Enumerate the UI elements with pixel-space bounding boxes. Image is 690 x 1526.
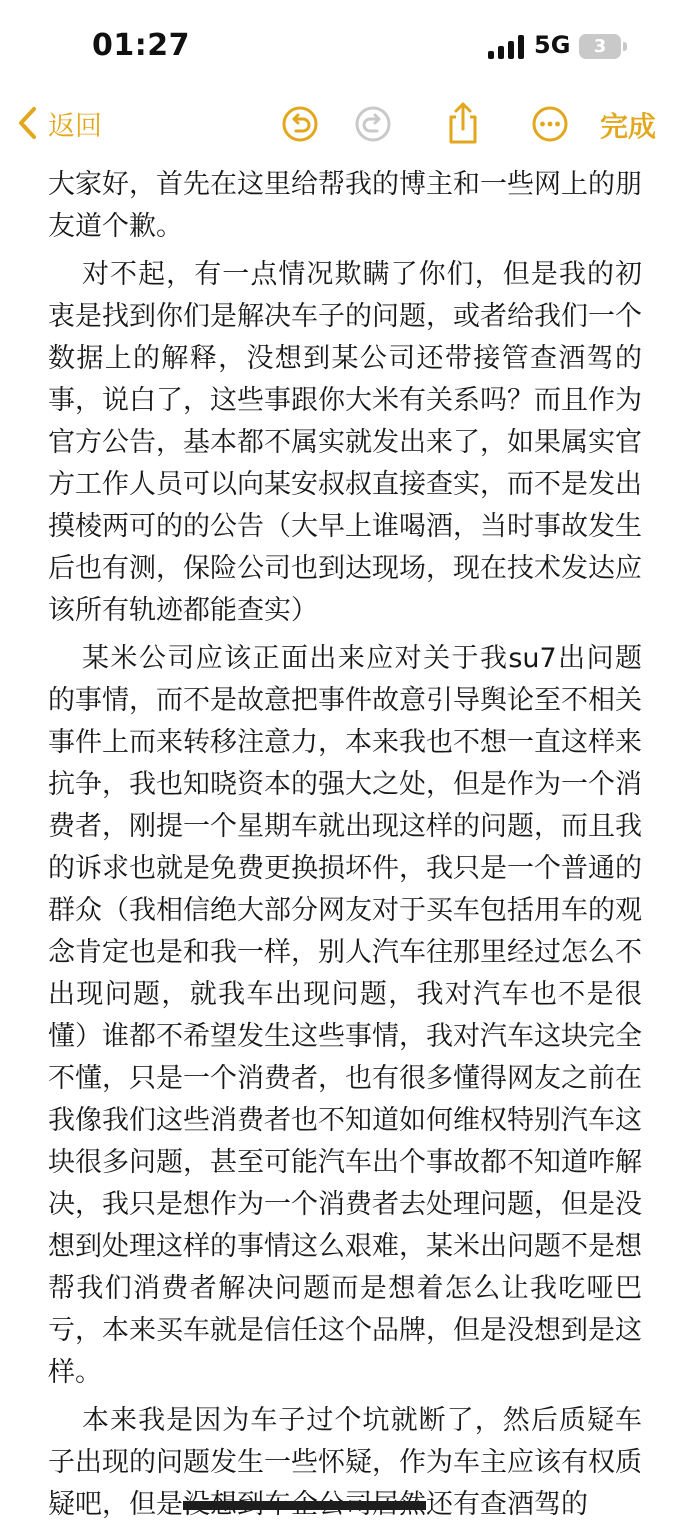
network-type: 5G bbox=[534, 31, 571, 59]
done-button[interactable]: 完成 bbox=[599, 110, 656, 143]
redo-icon[interactable] bbox=[353, 104, 393, 144]
back-label: 返回 bbox=[48, 110, 102, 142]
notes-toolbar bbox=[0, 92, 690, 158]
back-button[interactable] bbox=[18, 102, 102, 144]
status-bar bbox=[0, 0, 690, 92]
more-icon[interactable] bbox=[530, 104, 570, 144]
note-paragraph-4-end: 还有查酒驾的 bbox=[426, 1489, 588, 1520]
note-paragraph-2: 对不起，有一点情况欺瞒了你们，但是我的初衷是找到你们是解决车子的问题，或者给我们一个数据上的解释，没想到某公司还带接管查酒驾的事，说白了，这些事跟你大米有关系吗？而且作为官方公告，基本都不属实就发出来了，如果属实官方工作人员可以向某安叔叔直接查实，而不是发出摸棱两可的的公告（大早上谁喝酒，当时事故发生后也有测，保险公司也到达现场，现在技术发达应该所有轨迹都能查实） bbox=[48, 259, 642, 626]
note-paragraph-1: 大家好，首先在这里给帮我的博主和一些网上的朋友道个歉。 bbox=[48, 169, 642, 242]
cellular-signal-icon bbox=[488, 35, 526, 59]
chevron-left-icon bbox=[18, 107, 36, 139]
undo-icon[interactable] bbox=[280, 104, 320, 144]
note-paragraph-3: 某米公司应该正面出来应对关于我su7出问题的事情，而不是故意把事件故意引导舆论至不相关事件上而来转移注意力，本来我也不想一直这样来抗争，我也知晓资本的强大之处，但是作为一个消费者，刚提一个星期车就出现这样的问题，而且我的诉求也就是免费更换损坏件，我只是一个普通的群众（我相信绝大部分网友对于买车包括用车的观念肯定也是和我一样，别人汽车往那里经过怎么不出现问题，就我车出现问题，我对汽车也不是很懂）谁都不希望发生这些事情，我对汽车这块完全不懂，只是一个消费者，也有很多懂得网友之前在我像我们这些消费者也不知道如何维权特别汽车这块很多问题，甚至可能汽车出个事故都不知道咋解决，我只是想作为一个消费者去处理问题，但是没想到处理这样的事情这么艰难，某米出问题不是想帮我们消费者解决问题而是想着怎么让我吃哑巴亏，本来买车就是信任这个品牌，但是没想到是这样。 bbox=[48, 643, 642, 1388]
note-paragraph-4-start: 本来我是因为车子过个坑就断了，然后质疑车子出现的问题发生一些怀疑，作为车主应该有权质疑吧，但是 bbox=[48, 1405, 642, 1520]
note-paragraph-4 bbox=[0, 1400, 690, 1526]
battery-cap bbox=[623, 42, 627, 51]
share-icon[interactable] bbox=[443, 100, 483, 146]
status-time: 01:27 bbox=[92, 28, 190, 63]
struck-text: 没想到车企公司居然 bbox=[183, 1489, 426, 1520]
battery-icon: 3 bbox=[579, 34, 621, 59]
note-body[interactable] bbox=[0, 164, 690, 1520]
